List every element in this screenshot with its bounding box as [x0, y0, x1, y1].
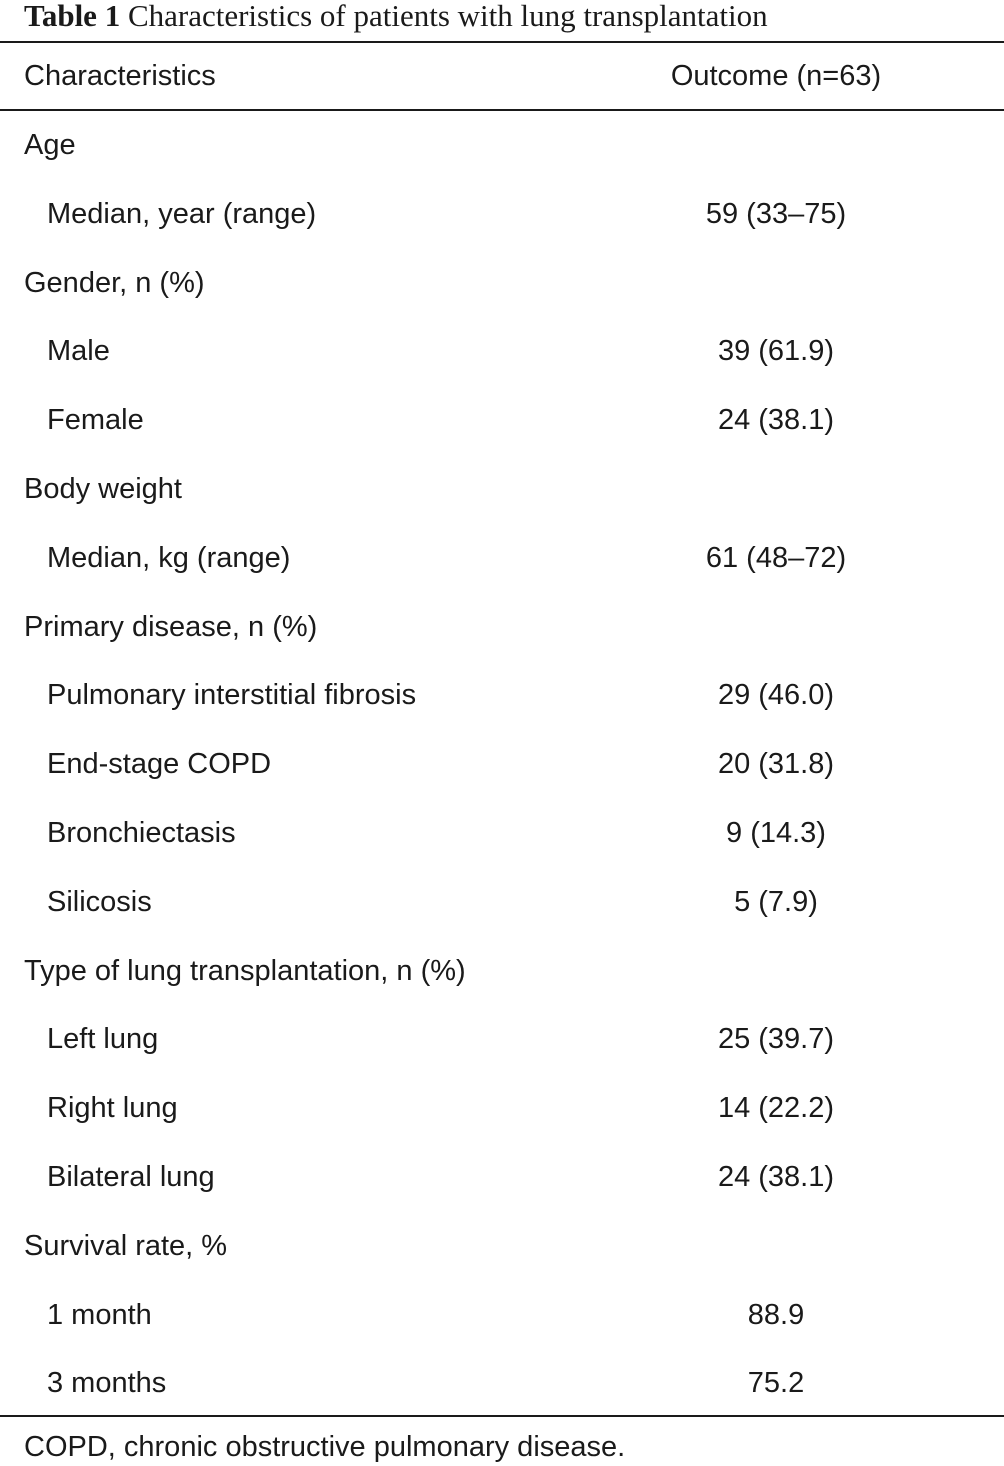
row-value: 75.2 [747, 1367, 805, 1400]
section-label: Age [24, 129, 76, 161]
row-value: 5 (7.9) [734, 885, 818, 918]
table-caption [24, 0, 768, 36]
row-value: 24 (38.1) [717, 404, 835, 437]
row-value: 39 (61.9) [717, 335, 835, 368]
table-row [0, 730, 1004, 799]
table-section-row [0, 455, 1004, 524]
row-label: Bronchiectasis [47, 816, 236, 849]
table-section-row [0, 1212, 1004, 1281]
table-body [0, 111, 1004, 1418]
row-label: Median, kg (range) [47, 541, 291, 574]
section-label: Survival rate, % [24, 1229, 228, 1262]
table-number: Table 1 [24, 0, 121, 33]
section-label: Type of lung transplantation, n (%) [24, 954, 466, 987]
row-value: 14 (22.2) [717, 1092, 835, 1125]
table-row [0, 799, 1004, 868]
table-row [0, 180, 1004, 249]
row-label: Bilateral lung [47, 1160, 215, 1193]
row-value: 88.9 [747, 1298, 805, 1331]
table-row [0, 1005, 1004, 1074]
row-label: End-stage COPD [47, 748, 272, 781]
table-row [0, 1074, 1004, 1143]
table-row [0, 524, 1004, 593]
row-value: 20 (31.8) [717, 748, 835, 781]
section-label: Gender, n (%) [24, 266, 205, 299]
table-title: Characteristics of patients with lung transplantation [127, 0, 768, 33]
row-value: 25 (39.7) [717, 1023, 835, 1056]
table-row [0, 317, 1004, 386]
table-bottom-rule [0, 1415, 1004, 1417]
table-row [0, 1281, 1004, 1350]
section-label: Primary disease, n (%) [24, 610, 318, 643]
table-row [0, 1143, 1004, 1212]
table-section-row [0, 111, 1004, 180]
table-row [0, 1349, 1004, 1418]
table-section-row [0, 937, 1004, 1006]
row-label: Silicosis [47, 885, 152, 918]
header-characteristics: Characteristics [24, 60, 216, 92]
row-label: Left lung [47, 1023, 159, 1056]
table-section-row [0, 249, 1004, 318]
row-value: 24 (38.1) [717, 1160, 835, 1193]
table-footnote: COPD, chronic obstructive pulmonary disease. [24, 1431, 626, 1463]
row-value: 59 (33–75) [705, 197, 847, 230]
row-value: 29 (46.0) [717, 679, 835, 712]
row-label: Median, year (range) [47, 197, 317, 230]
section-label: Body weight [24, 472, 182, 505]
table-row [0, 386, 1004, 455]
row-label: Pulmonary interstitial fibrosis [47, 679, 417, 712]
table-row [0, 661, 1004, 730]
row-label: 3 months [47, 1367, 167, 1400]
row-label: Male [47, 335, 110, 368]
table-row [0, 868, 1004, 937]
header-outcome: Outcome (n=63) [670, 60, 882, 92]
table-header-row [0, 43, 1004, 109]
row-label: Female [47, 404, 144, 437]
row-value: 9 (14.3) [726, 816, 826, 849]
row-label: Right lung [47, 1092, 178, 1125]
row-value: 61 (48–72) [705, 541, 847, 574]
table-section-row [0, 593, 1004, 662]
row-label: 1 month [47, 1298, 152, 1331]
